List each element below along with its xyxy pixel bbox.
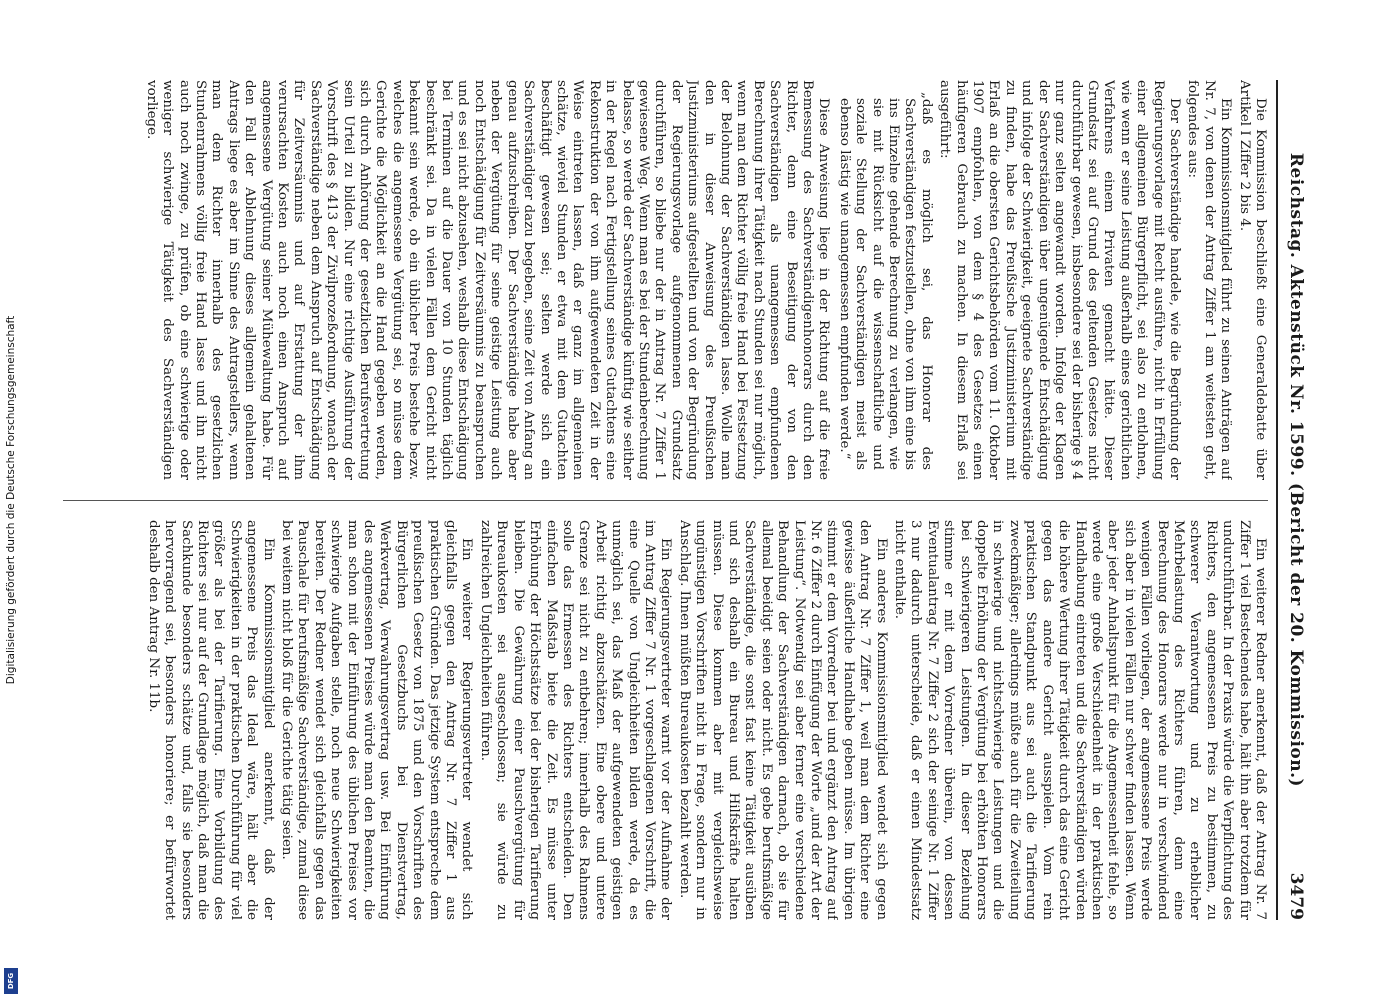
funding-notice: Digitalisierung gefördert durch die Deutsche Forschungsgemeinschaft bbox=[5, 315, 17, 685]
paragraph: Ein weiterer Redner anerkennt, daß der Antrag Nr. 7 Ziffer 1 viel Bestechendes habe, hält ihn aber trotzdem für undurchführbar. In der Praxis würde die Verpflichtung des Richters, den angemessenen Preis zu bestimmen, zu schwerer Verantwortung und zu erheblicher Mehrbelastung des Richters führen, denn eine Berechnung des Honorars werde nur in verschwindend wenigen Fällen vorliegen, der angemessene Preis werde sich aber in vielen Fällen nur schwer finden lassen. Wenn aber jeder Anhaltspunkt für die Angemessenheit fehle, so werde eine große Verschiedenheit in der praktischen Handhabung eintreten und die Sachverständigen würden die höhere Wertung ihrer Tätigkeit durch das eine Gericht gegen das andere Gericht ausspielen. Vom rein praktischen Standpunkt aus sei auch die Tarifierung zweckmäßiger; allerdings müßte auch für die Zweiteilung in schwierige und nichtschwierige Leistungen und die doppelte Erhöhung der Vergütung bei erhöhten Honorars bei schwierigeren Leistungen. In dieser Beziehung stimme er mit dem Vorredner überein, von dessen Eventualantrag Nr. 7 Ziffer 2 sich der seinige Nr. 1 Ziffer 3 nur dadurch unterscheide, daß er einen Mindestsatz nicht enthalte. bbox=[892, 520, 1268, 920]
left-column bbox=[63, 80, 1268, 480]
paragraph: Ein Regierungsvertreter warnt vor der Aufnahme der im Antrag Ziffer 7 Nr. 1 vorgeschlagenen Vorschrift, die eine Quelle von Ungleichheiten bilden werde, da es unmöglich sei, das Maß der aufgewendeten geistigen Arbeit richtig abzuschätzen. Eine obere und untere Grenze sei nicht zu entbehren; innerhalb des Rahmens solle das Ermessen des Richters entscheiden. Den einfachen Maßstab biete die Zeit. Es müsse unter Erhöhung der Höchstsätze bei der bisherigen Tarifierung bleiben. Die Gewährung einer Pauschvergütung für Bureaukosten sei ausgeschlossen; sie würde zu zahlreichen Ungleichheiten führen. bbox=[477, 520, 674, 920]
paragraph: Der Sachverständige handele, wie die Begründung der Regierungsvorlage mit Recht ausführe, nicht in Erfüllung einer allgemeinen Bürgerpflicht, sei also zu entlohnen, wie wenn er seine Leistung außerhalb eines gerichtlichen Verfahrens einem Privaten gemacht hätte. Dieser Grundsatz sei auf Grund des geltenden Gesetzes nicht durchführbar gewesen, insbesondere sei der bisherige § 4 nur ganz selten angewandt worden. Infolge der Klagen der Sachverständigen über ungenügende Entschädigung und infolge der Schwierigkeit, geeignete Sachverständige zu finden, habe das Preußische Justizministerium mit Erlaß an die obersten Gerichtsbehörden vom 11. Oktober 1907 empfohlen, von dem § 4 des Gesetzes einen häufigeren Gebrauch zu machen. In diesem Erlaß sei ausgeführt: bbox=[937, 80, 1182, 480]
paragraph: Ein Kommissionsmitglied führt zu seinen Anträgen auf Nr. 7, von denen der Antrag Ziffer 1 am weitesten geht, folgendes aus: bbox=[1185, 80, 1234, 480]
page-header bbox=[1276, 80, 1308, 920]
right-column bbox=[63, 520, 1268, 920]
paragraph: Ein anderes Kommissionsmitglied wendet sich gegen den Antrag Nr. 7 Ziffer 1, weil man dem Richter eine gewisse äußerliche Handhabe geben müsse. Im übrigen stimmt er dem Vorredner bei und ergänzt den Antrag auf Nr. 6 Ziffer 2 durch Einfügung der Worte „und der Art der Leistung“. Notwendig sei aber ferner eine verschiedene Behandlung der Sachverständigen darnach, ob sie für allemal beeidigt seien oder nicht. Es gebe berufsmäßige Sachverständige, die sonst fast keine Tätigkeit ausüben und sich deshalb ein Bureau und Hilfskräfte halten müssen. Diese kommen aber mit vergleichsweise ungünstigen Vorschriften nicht in Frage, sondern nur in Anschlag. Ihnen müßten Bureaukosten bezahlt werden. bbox=[676, 520, 889, 920]
page-number: 3479 bbox=[1286, 872, 1306, 920]
page bbox=[58, 80, 1308, 920]
footer-strip bbox=[0, 0, 22, 1000]
page-title: Reichstag. Aktenstück Nr. 1599. (Bericht der 20. Kommission.) bbox=[1286, 152, 1306, 788]
dfg-logo: DFG bbox=[4, 968, 18, 994]
paragraph: Die Kommission beschließt eine Generaldebatte über Artikel I Ziffer 2 bis 4. bbox=[1236, 80, 1268, 480]
quotation: „daß es möglich sei, das Honorar des Sachverständigen festzustellen, ohne von ihm eine bis ins Einzelne gehende Berechnung zu verlangen, wie sie mit Rücksicht auf die wissenschaftliche und soziale Stellung der Sachverständigen meist als ebenso lästig wie unangemessen empfunden werde.“ bbox=[836, 92, 934, 470]
column-divider bbox=[63, 500, 1268, 501]
paragraph: Diese Anweisung liege in der Richtung auf die freie Bemessung des Sachverständigenhonorars durch den Richter, denn eine Beseitigung der von den Sachverständigen als unangemessen empfundenen Berechnung ihrer Tätigkeit nach Stunden sei nur möglich, wenn man dem Richter völlig freie Hand bei Festsetzung der Belohnung der Sachverständigen lasse. Wolle man den in dieser Anweisung des Preußischen Justizministeriums aufgestellten und von der Begründung der Regierungsvorlage aufgenommenen Grundsatz durchführen, so bliebe nur der in Antrag Nr. 7 Ziffer 1 gewiesene Weg. Wenn man es bei der Stundenberechnung belasse, so werde der Sachverständige künftig wie seither in der Regel nach Fertigstellung seines Gutachtens eine Rekonstruktion der von ihm aufgewendeten Zeit in der Weise eintreten lassen, daß er ganz im allgemeinen schätze, wieviel Stunden er etwa mit dem Gutachten beschäftigt gewesen sei; selten werde sich ein Sachverständiger dazu begeben, seine Zeit von Anfang an genau aufzuschreiben. Der Sachverständige habe aber neben der Vergütung für seine geistige Leistung auch noch Entschädigung für Zeitversäumnis zu beanspruchen und es sei nicht abzusehen, weshalb diese Entschädigung bei Terminen auf die Dauer von 10 Stunden täglich beschränkt sei. Da in vielen Fällen dem Gericht nicht bekannt sein werde, ob ein üblicher Preis bestehe bezw. welches die angemessene Vergütung sei, so müsse dem Gerichte die Möglichkeit an die Hand gegeben werden, sich durch Anhörung der gesetzlichen Berufsvertretung sein Urteil zu bilden. Nur eine richtige Ausführung der Vorschrift des § 413 der Zivilprozeßordnung, wonach der Sachverständige neben dem Anspruch auf Entschädigung für Zeitversäumnis und auf Erstattung der ihm verursachten Kosten auch noch einen Anspruch auf angemessene Vergütung seiner Mühewaltung habe. Für den Fall der Ablehnung dieses allgemein gehaltenen Antrags liege es aber im Sinne des Antragstellers, wenn man dem Richter innerhalb des gesetzlichen Stundenrahmens völlig freie Hand lasse und ihn nicht auch noch zwinge, zu prüfen, ob eine schwierige oder weniger schwierige Tätigkeit des Sachverständigen vorliege. bbox=[143, 80, 832, 480]
paragraph: Ein Kommissionsmitglied anerkennt, daß der angemessene Preis das Ideal wäre, hält aber die Schwierigkeiten in der praktischen Durchführung für viel größer als bei der Tarifierung. Eine Vorbildung des Richters sei nur auf der Grundlage möglich, daß man die Sachkunde besonders schätze und, falls sie besonders hervorragend sei, besonders honoriere; er befürwortet deshalb den Antrag Nr. 11b. bbox=[145, 520, 276, 920]
paragraph: Ein weiterer Regierungsvertreter wendet sich gleichfalls gegen den Antrag Nr. 7 Ziffer 1 aus praktischen Gründen. Das jetzige System entspreche dem preußischen Gesetz von 1875 und den Vorschriften des Bürgerlichen Gesetzbuchs bei Dienstvertrag, Werkvertrag, Verwahrungsvertrag usw. Bei Einführung des angemessenen Preises würde man den Beamten, die man schon mit der Einführung des üblichen Preises vor schwierige Aufgaben stelle, noch neue Schwierigkeiten bereiten. Der Redner wendet sich gleichfalls gegen das Pauschale für berufsmäßige Sachverständige, zumal diese bei weitem nicht bloß für die Gerichte tätig seien. bbox=[279, 520, 475, 920]
